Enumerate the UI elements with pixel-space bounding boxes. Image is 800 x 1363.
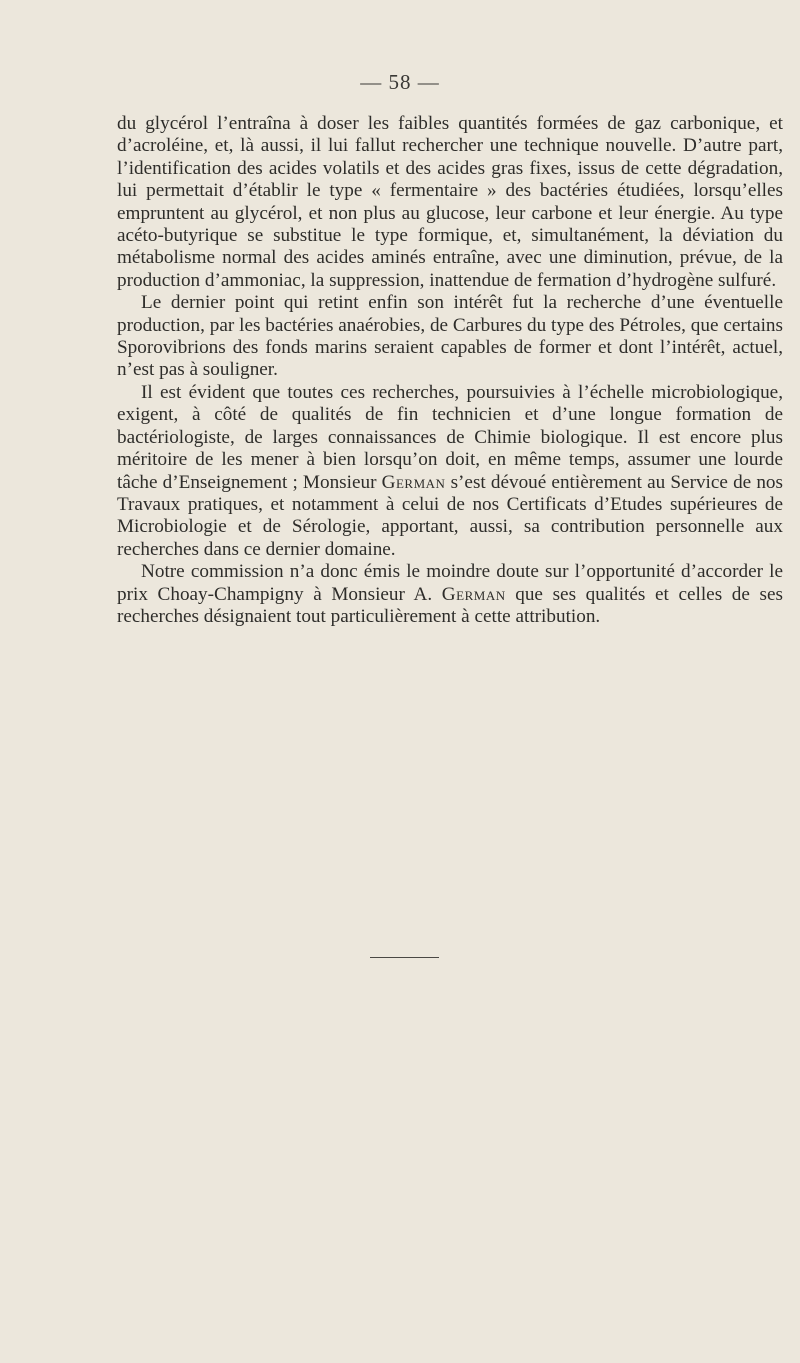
paragraph-3-text-b: s’est dévoué entièrement au Service de nos Travaux pratiques, et notamment à celui de nos Certificats d’Etudes supérieures de Microbiologie et de Sérologie, apportant, aussi, sa contribution personnelle aux recherches dans ce dernier domaine. [117,471,783,560]
page-number: — 58 — [360,70,440,94]
paragraph-4-text-a: Notre commission n’a donc émis le moindre doute sur l’opportunité d’accorder le prix Choay-Champigny à Monsieur A. [117,561,783,605]
paragraph-4 [117,561,783,628]
paragraph-1: du glycérol l’entraîna à doser les faibles quantités formées de gaz carbonique, et d’acroléine, et, là aussi, il lui fallut rechercher une technique nouvelle. D’autre part, l’identification des acides volatils et des acides gras fixes, issus de cette dégradation, lui permettait d’établir le type « fermentaire » des bactéries étudiées, lorsqu’elles empruntent au glycérol, et non plus au glucose, leur carbone et leur énergie. Au type acéto-butyrique se substitue le type formique, et, simultanément, la déviation du métabolisme normal des acides aminés entraîne, avec une diminution, prévue, de la production d’ammoniac, la suppression, inattendue de fermation d’hydrogène sulfuré. [117,113,783,291]
section-divider [370,957,439,958]
author-name: German [441,583,506,605]
body-text [117,113,783,628]
paragraph-3-text-a: Il est évident que toutes ces recherches, poursuivies à l’échelle microbiologique, exigent, à côté de qualités de fin technicien et d’une longue formation de bactériologiste, de larges connaissances de Chimie biologique. Il est encore plus méritoire de les mener à bien lorsqu’on doit, en même temps, assumer une lourde tâche d’Enseignement ; Monsieur [117,381,783,493]
paragraph-4-text-b: que ses qualités et celles de ses recherches désignaient tout particulièrement à cette attribution. [117,583,784,627]
author-name: German [381,471,446,493]
paragraph-3 [117,382,783,561]
paragraph-2: Le dernier point qui retint enfin son intérêt fut la recherche d’une éventuelle production, par les bactéries anaérobies, de Carbures du type des Pétroles, que certains Sporovibrions des fonds marins seraient capables de former et dont l’intérêt, actuel, n’est pas à souligner. [117,292,783,381]
